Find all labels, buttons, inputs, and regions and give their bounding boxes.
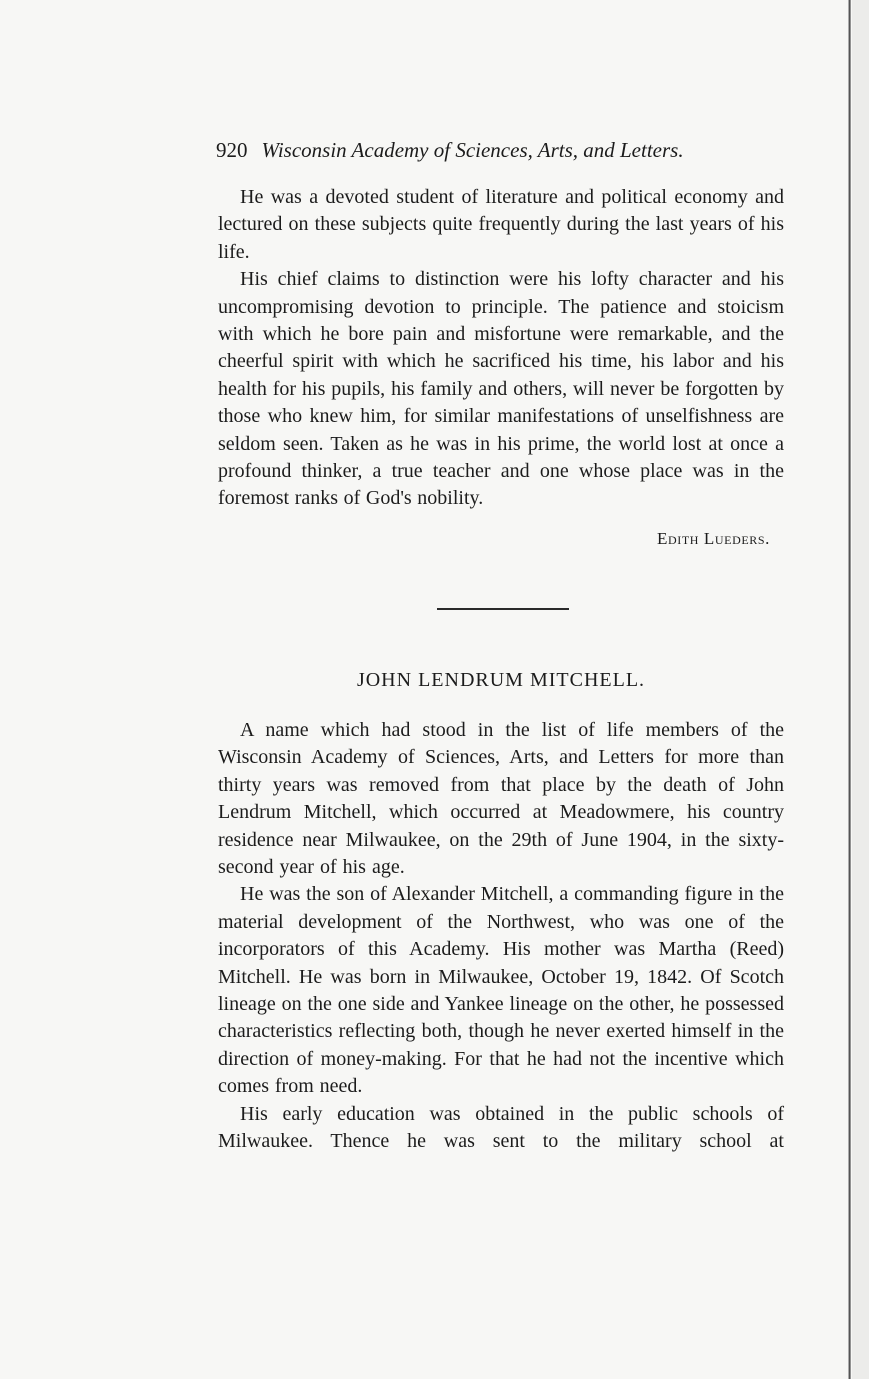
memoir-two-paragraph: His early education was obtained in the public schools of Milwaukee. Thence he was sent to the military school at xyxy=(218,1102,784,1153)
memoir-one-body xyxy=(218,184,784,513)
page-edge xyxy=(848,0,851,1379)
section-divider xyxy=(437,608,569,610)
running-header xyxy=(216,136,786,164)
memoir-one-paragraph: His chief claims to distinction were his lofty character and his uncompromising devotion to principle. The patience and stoicism with which he bore pain and misfortune were remarkable, and the cheerful spirit with which he sacrificed his time, his labor and his health for his pupils, his family and others, will never be forgotten by those who knew him, for similar manifestations of unselfishness are seldom seen. Taken as he was in his prime, the world lost at once a profound thinker, a true teacher and one whose place was in the foremost ranks of God's nobility. xyxy=(218,268,784,510)
section-title: JOHN LENDRUM MITCHELL. xyxy=(356,669,646,691)
page-margin-shadow xyxy=(852,0,869,1379)
page-number: 920 xyxy=(216,138,248,162)
memoir-two-body xyxy=(218,717,784,1156)
memoir-two-paragraph: He was the son of Alexander Mitchell, a commanding figure in the material development of the Northwest, who was one of the incorporators of this Academy. His mother was Martha (Reed) Mitchell. He was born in Milwaukee, October 19, 1842. Of Scotch lineage on the one side and Yankee lineage on the other, he possessed characteristics reflecting both, though he never exerted himself in the direction of money-making. For that he had not the incentive which comes from need. xyxy=(218,883,784,1098)
memoir-two-paragraph: A name which had stood in the list of life members of the Wisconsin Academy of Sciences, Arts, and Letters for more than thirty years was removed from that place by the death of John Lendrum Mitchell, which occurred at Meadowmere, his country residence near Milwaukee, on the 29th of June 1904, in the sixty-second year of his age. xyxy=(218,719,784,879)
journal-title: Wisconsin Academy of Sciences, Arts, and Letters. xyxy=(261,138,684,162)
memoir-one-paragraph: He was a devoted student of literature and political economy and lectured on these subjects quite frequently during the last years of his life. xyxy=(218,186,784,263)
author-signature: Edith Lueders. xyxy=(657,529,770,548)
